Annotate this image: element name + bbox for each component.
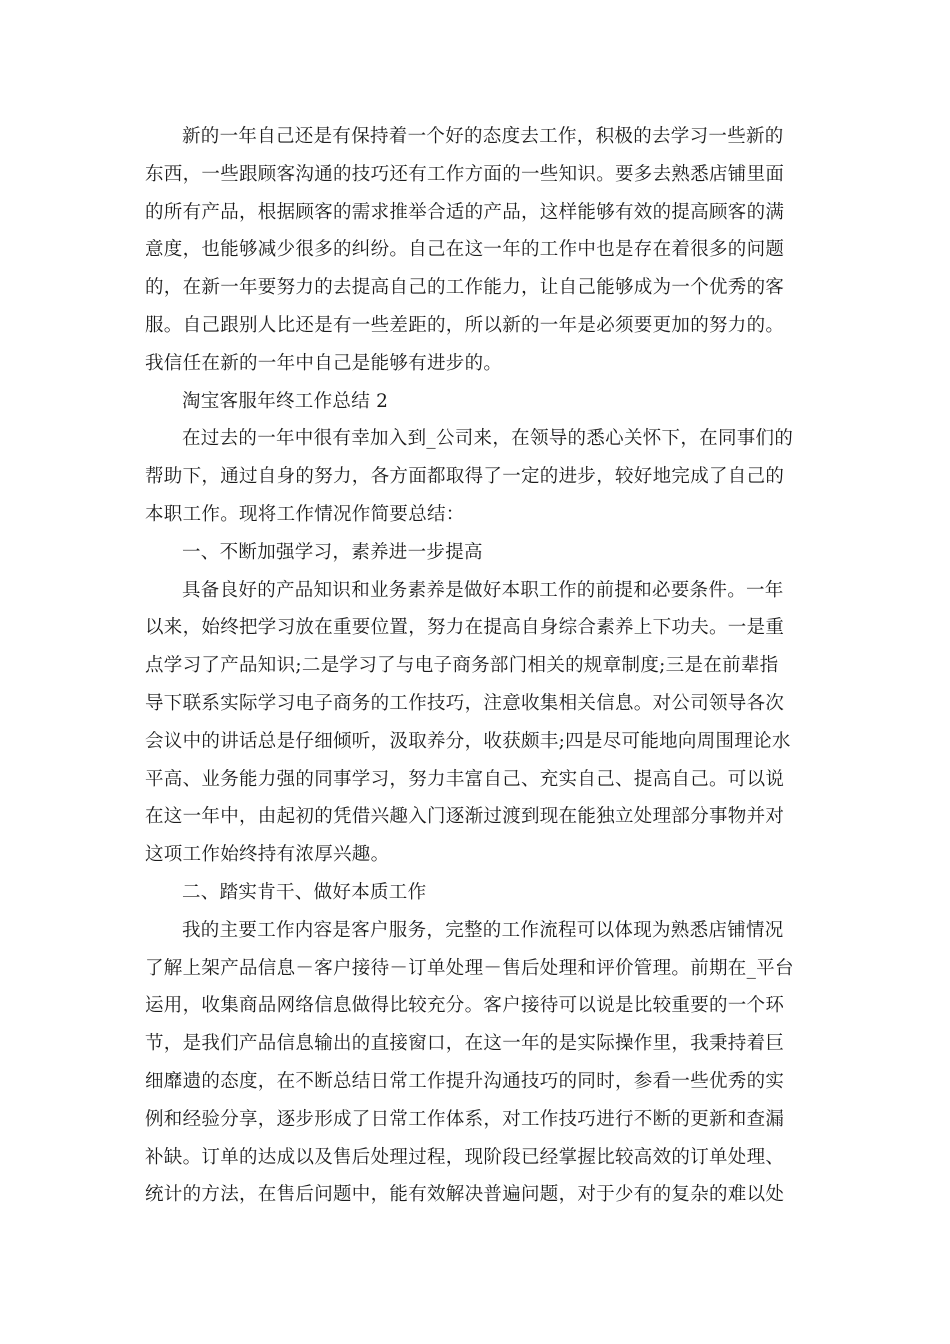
text-line: 我信任在新的一年中自己是能够有进步的。: [145, 352, 503, 374]
text-line: 节，是我们产品信息输出的直接窗口，在这一年的是实际操作里，我秉持着巨: [145, 1033, 785, 1055]
text-line: 具备良好的产品知识和业务素养是做好本职工作的前提和必要条件。一年: [182, 579, 784, 601]
text-line: 会议中的讲话总是仔细倾听，汲取养分，收获颇丰;四是尽可能地向周围理论水: [145, 730, 791, 752]
text-line: 本职工作。现将工作情况作简要总结：: [145, 503, 465, 525]
text-line: 了解上架产品信息－客户接待－订单处理－售后处理和评价管理。前期在_平台: [145, 957, 794, 979]
text-line: 运用，收集商品网络信息做得比较充分。客户接待可以说是比较重要的一个环: [145, 995, 785, 1017]
text-line: 点学习了产品知识;二是学习了与电子商务部门相关的规章制度;三是在前辈指: [145, 655, 779, 677]
text-line: 导下联系实际学习电子商务的工作技巧，注意收集相关信息。对公司领导各次: [145, 692, 785, 714]
text-line: 统计的方法，在售后问题中，能有效解决普遍问题，对于少有的复杂的难以处: [145, 1184, 785, 1206]
document-body: [145, 118, 805, 1214]
text-line: 东西，一些跟顾客沟通的技巧还有工作方面的一些知识。要多去熟悉店铺里面: [145, 163, 785, 185]
text-line: 平高、业务能力强的同事学习，努力丰富自己、充实自己、提高自己。可以说: [145, 768, 785, 790]
text-line: 意度，也能够减少很多的纠纷。自己在这一年的工作中也是存在着很多的问题: [145, 239, 785, 261]
text-line: 细靡遗的态度，在不断总结日常工作提升沟通技巧的同时，参看一些优秀的实: [145, 1070, 785, 1092]
text-line: 我的主要工作内容是客户服务，完整的工作流程可以体现为熟悉店铺情况: [182, 919, 784, 941]
text-line: 在过去的一年中很有幸加入到_公司来，在领导的悉心关怀下，在同事们的: [182, 428, 794, 450]
text-line: 补缺。订单的达成以及售后处理过程，现阶段已经掌握比较高效的订单处理、: [145, 1146, 785, 1168]
text-line: 的所有产品，根据顾客的需求推举合适的产品，这样能够有效的提高顾客的满: [145, 201, 785, 223]
text-line: 的，在新一年要努力的去提高自己的工作能力，让自己能够成为一个优秀的客: [145, 277, 785, 299]
text-line: 在这一年中，由起初的凭借兴趣入门逐渐过渡到现在能独立处理部分事物并对: [145, 806, 785, 828]
text-line: 例和经验分享，逐步形成了日常工作体系，对工作技巧进行不断的更新和查漏: [145, 1108, 785, 1130]
text-line: 这项工作始终持有浓厚兴趣。: [145, 844, 390, 866]
text-line: 一、不断加强学习，素养进一步提高: [182, 541, 483, 563]
text-line: 淘宝客服年终工作总结 2: [182, 390, 389, 412]
text-line: 二、踏实肯干、做好本质工作: [182, 881, 427, 903]
text-line: 服。自己跟别人比还是有一些差距的，所以新的一年是必须要更加的努力的。: [145, 314, 785, 336]
text-line: 帮助下，通过自身的努力，各方面都取得了一定的进步，较好地完成了自己的: [145, 466, 785, 488]
text-line: 新的一年自己还是有保持着一个好的态度去工作，积极的去学习一些新的: [182, 126, 784, 147]
text-line: 以来，始终把学习放在重要位置，努力在提高自身综合素养上下功夫。一是重: [145, 617, 785, 639]
